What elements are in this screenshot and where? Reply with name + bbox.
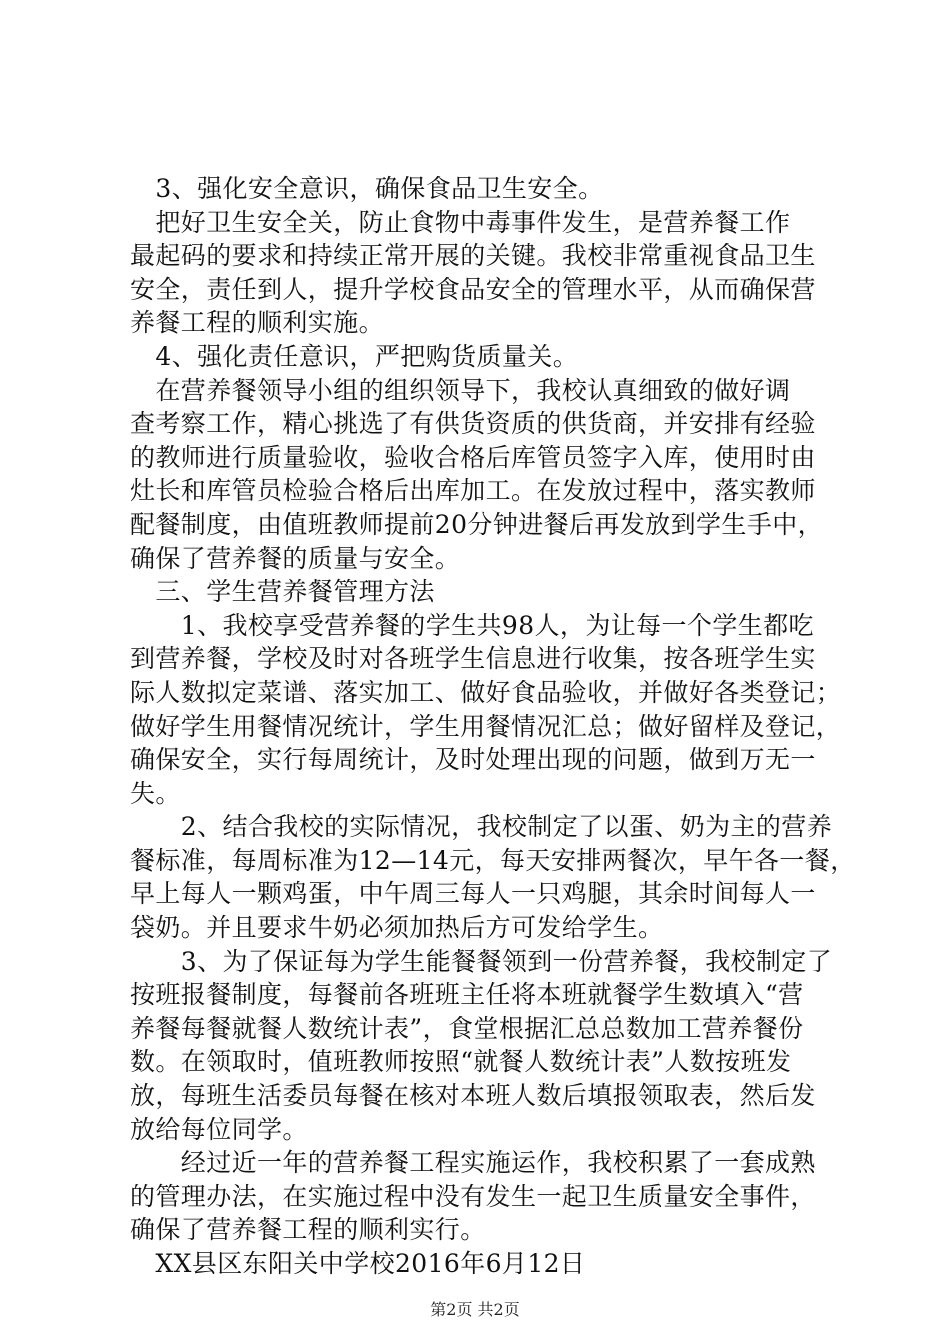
text-line: 袋奶。并且要求牛奶必须加热后方可发给学生。 xyxy=(130,913,664,943)
text-line: XX县区东阳关中学校2016年6月12日 xyxy=(130,1249,586,1278)
text-line: 的管理办法，在实施过程中没有发生一起卫生质量安全事件， xyxy=(130,1181,816,1211)
text-line: 的教师进行质量验收，验收合格后库管员签字入库，使用时由 xyxy=(130,442,816,472)
text-line: 放，每班生活委员每餐在核对本班人数后填报领取表，然后发 xyxy=(130,1081,816,1111)
text-line: 确保了营养餐的质量与安全。 xyxy=(130,543,461,573)
text-line: 数。在领取时，值班教师按照“就餐人数统计表”人数按班发 xyxy=(130,1047,792,1077)
text-line: 把好卫生安全关，防止食物中毒事件发生，是营养餐工作 xyxy=(130,207,791,237)
text-line: 2、结合我校的实际情况，我校制定了以蛋、奶为主的营养 xyxy=(130,812,833,842)
text-line: 三、学生营养餐管理方法 xyxy=(130,577,435,607)
text-line: 早上每人一颗鸡蛋，中午周三每人一只鸡腿，其余时间每人一 xyxy=(130,879,816,909)
text-line: 3、强化安全意识，确保食品卫生安全。 xyxy=(130,174,604,203)
text-line: 安全，责任到人，提升学校食品安全的管理水平，从而确保营 xyxy=(130,274,816,304)
text-line: 在营养餐领导小组的组织领导下，我校认真细致的做好调 xyxy=(130,375,791,405)
text-line: 配餐制度，由值班教师提前20分钟进餐后再发放到学生手中， xyxy=(130,509,824,539)
text-line: 3、为了保证每为学生能餐餐领到一份营养餐，我校制定了 xyxy=(130,946,833,976)
document-body xyxy=(130,172,856,1281)
text-line: 4、强化责任意识，严把购货质量关。 xyxy=(130,341,579,371)
text-line: 最起码的要求和持续正常开展的关键。我校非常重视食品卫生 xyxy=(130,241,816,271)
text-line: 灶长和库管员检验合格后出库加工。在发放过程中，落实教师 xyxy=(130,476,816,506)
text-line: 到营养餐，学校及时对各班学生信息进行收集，按各班学生实 xyxy=(130,644,816,674)
text-line: 1、我校享受营养餐的学生共98人，为让每一个学生都吃 xyxy=(130,610,814,640)
text-line: 查考察工作，精心挑选了有供货资质的供货商，并安排有经验 xyxy=(130,409,816,439)
text-line: 养餐每餐就餐人数统计表”，食堂根据汇总总数加工营养餐份 xyxy=(130,1013,804,1043)
text-line: 际人数拟定菜谱、落实加工、做好食品验收，并做好各类登记； xyxy=(130,677,842,707)
text-line: 放给每位同学。 xyxy=(130,1114,308,1144)
text-line: 餐标准，每周标准为12—14元，每天安排两餐次，早午各一餐， xyxy=(130,845,856,875)
text-line: 确保安全，实行每周统计，及时处理出现的问题，做到万无一 xyxy=(130,745,816,775)
text-line: 经过近一年的营养餐工程实施运作，我校积累了一套成熟 xyxy=(130,1148,816,1178)
page-footer: 第2页 共2页 xyxy=(430,1300,520,1319)
text-line: 养餐工程的顺利实施。 xyxy=(130,308,385,338)
text-line: 做好学生用餐情况统计，学生用餐情况汇总；做好留样及登记， xyxy=(130,711,842,741)
text-line: 按班报餐制度，每餐前各班班主任将本班就餐学生数填入“营 xyxy=(130,980,804,1010)
text-line: 失。 xyxy=(130,778,181,808)
text-line: 确保了营养餐工程的顺利实行。 xyxy=(130,1215,486,1245)
